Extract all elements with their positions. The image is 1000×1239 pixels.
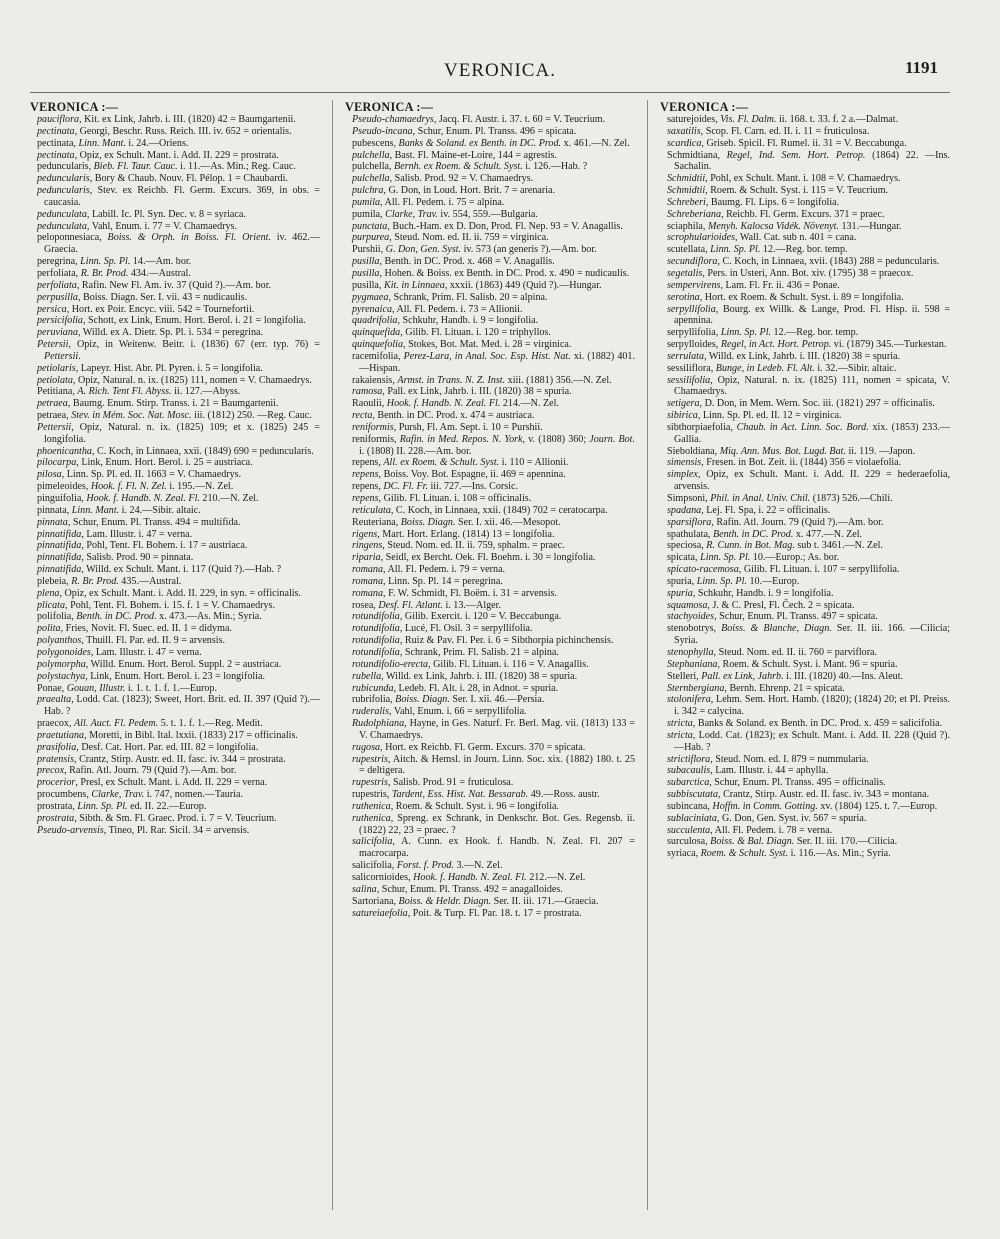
index-entry: peduncularis, Stev. ex Reichb. Fl. Germ. Excurs. 369, in obs. = caucasia. bbox=[37, 185, 320, 208]
index-entry: pinnata, Schur, Enum. Pl. Transs. 494 = multifida. bbox=[37, 516, 241, 528]
index-entry: pumila, All. Fl. Pedem. i. 75 = alpina. bbox=[352, 196, 505, 208]
index-entry: pedunculata, Vahl, Enum. i. 77 = V. Chamaedrys. bbox=[37, 220, 237, 232]
index-entry: repens, Boiss. Voy. Bot. Espagne, ii. 469 = apennina. bbox=[352, 469, 566, 481]
index-entry: salicifolia, Forst. f. Prod. 3.—N. Zel. bbox=[352, 860, 503, 872]
index-entry: spuria, Linn. Sp. Pl. 10.—Europ. bbox=[667, 575, 800, 587]
index-entry: serrulata, Willd. ex Link, Jahrb. i. III. (1820) 38 = spuria. bbox=[667, 350, 901, 362]
index-entry: Schreberi, Baumg. Fl. Lips. 6 = longifolia. bbox=[667, 196, 840, 208]
index-entry: procumbens, Clarke, Trav. i. 747, nomen.—Tauria. bbox=[37, 789, 244, 801]
index-entry: petiolata, Opiz, Natural. n. ix. (1825) 111, nomen = V. Chamaedrys. bbox=[37, 374, 312, 386]
index-entry: procerior, Presl, ex Schult. Mant. i. Add. II. 229 = verna. bbox=[37, 777, 268, 789]
index-entry: stachyoides, Schur, Enum. Pl. Transs. 497 = spicata. bbox=[667, 611, 878, 623]
index-entry: succulenta, All. Fl. Pedem. i. 78 = verna. bbox=[667, 824, 833, 836]
index-entry: Pettersii, Opiz, Natural. n. ix. (1825) 109; et x. (1825) 245 = longifolia. bbox=[37, 421, 320, 445]
index-entry: romana, F. W. Schmidt, Fl. Boëm. i. 31 = arvensis. bbox=[352, 587, 557, 599]
index-entry: rigens, Mart. Hort. Erlang. (1814) 13 = longifolia. bbox=[352, 528, 555, 540]
index-entry: pedunculata, Labill. Ic. Pl. Syn. Dec. v. 8 = syriaca. bbox=[37, 208, 246, 220]
index-entry: quinquefida, Gilib. Fl. Lituan. i. 120 = triphyllos. bbox=[352, 327, 551, 339]
index-entry: satureiaefolia, Poit. & Turp. Fl. Par. 18. t. 17 = prostrata. bbox=[352, 907, 582, 919]
index-entry: phoenicantha, C. Koch, in Linnaea, xxii. (1849) 690 = peduncularis. bbox=[37, 445, 314, 457]
index-entry: simensis, Fresen. in Bot. Zeit. ii. (1844) 356 = violaefolia. bbox=[667, 457, 902, 469]
index-entry: ruthenica, Spreng. ex Schrank, in Denkschr. Bot. Ges. Regensb. ii. (1822) 22, 23 = praec. ? bbox=[352, 812, 635, 836]
index-entry: rotundifolia, Gilib. Exercit. i. 120 = V. Beccabunga. bbox=[352, 611, 562, 623]
column-divider bbox=[647, 100, 648, 1210]
index-entry: prostrata, Linn. Sp. Pl. ed. II. 22.—Europ. bbox=[37, 800, 207, 812]
index-entry: stenobotrys, Boiss. & Blanche, Diagn. Ser. II. iii. 166. —Cilicia; Syria. bbox=[667, 623, 950, 647]
index-entry: sempervirens, Lam. Fl. Fr. ii. 436 = Ponae. bbox=[667, 279, 840, 291]
index-entry: scutellata, Linn. Sp. Pl. 12.—Reg. bor. temp. bbox=[667, 244, 848, 256]
index-entry: plebeia, R. Br. Prod. 435.—Austral. bbox=[37, 575, 182, 587]
index-entry: pinguifolia, Hook. f. Handb. N. Zeal. Fl. 210.—N. Zel. bbox=[37, 493, 259, 504]
index-entry: pulchella, Salisb. Prod. 92 = V. Chamaedrys. bbox=[352, 173, 534, 185]
index-entry: pectinata, Opiz, ex Schult. Mant. i. Add. II. 229 = prostrata. bbox=[37, 149, 279, 161]
index-entry: quinquefolia, Stokes, Bot. Mat. Med. i. 28 = virginica. bbox=[352, 339, 572, 351]
index-entry: polymorpha, Willd. Enum. Hort. Berol. Suppl. 2 = austriaca. bbox=[37, 658, 282, 670]
index-entry: recta, Benth. in DC. Prod. x. 474 = austriaca. bbox=[352, 410, 535, 422]
index-entry: Sternbergiana, Bernh. Ehrenp. 21 = spicata. bbox=[667, 682, 845, 694]
column-1 bbox=[30, 100, 320, 1210]
index-entry: saxatilis, Scop. Fl. Carn. ed. II. i. 11 = fruticulosa. bbox=[667, 125, 870, 137]
index-entry: reniformis, Pursh, Fl. Am. Sept. i. 10 = Purshii. bbox=[352, 421, 543, 433]
index-entry: salina, Schur, Enum. Pl. Transs. 492 = anagalloides. bbox=[352, 883, 563, 895]
index-entry: stricta, Lodd. Cat. (1823); ex Schult. Mant. i. Add. II. 228 (Quid ?).—Hab. ? bbox=[667, 729, 950, 753]
index-entry: scrophularioides, Wall. Cat. sub n. 401 = cana. bbox=[667, 232, 857, 244]
index-entry: romana, Linn. Sp. Pl. 14 = peregrina. bbox=[352, 575, 503, 587]
index-entry: reniformis, Rafin. in Med. Repos. N. York, v. (1808) 360; Journ. Bot. i. (1808) II. 228.—Am. bor. bbox=[352, 433, 635, 457]
index-entry: repens, Gilib. Fl. Lituan. i. 108 = officinalis. bbox=[352, 493, 532, 504]
index-entry: petraea, Stev. in Mém. Soc. Nat. Mosc. iii. (1812) 250. —Reg. Cauc. bbox=[37, 410, 312, 422]
index-entry: pubescens, Banks & Soland. ex Benth. in DC. Prod. x. 461.—N. Zel. bbox=[352, 137, 630, 149]
index-entry: praetutiana, Moretti, in Bibl. Ital. lxxii. (1833) 217 = officinalis. bbox=[37, 729, 298, 741]
index-entry: sibthorpiaefolia, Chaub. in Act. Linn. Soc. Bord. xix. (1853) 233.—Gallia. bbox=[667, 421, 950, 445]
index-entry: pilocarpa, Link, Enum. Hort. Berol. i. 25 = austriaca. bbox=[37, 457, 253, 469]
index-entry: pectinata, Georgi, Beschr. Russ. Reich. III. iv. 652 = orientalis. bbox=[37, 125, 292, 137]
index-entry: sessiliflora, Bunge, in Ledeb. Fl. Alt. i. 32.—Sibir. altaic. bbox=[667, 362, 897, 374]
index-entry: rotundifolia, Lucé, Fl. Osil. 3 = serpyllifolia. bbox=[352, 623, 533, 635]
index-entry: polyanthos, Thuill. Fl. Par. ed. II. 9 = arvensis. bbox=[37, 635, 226, 647]
index-entry: rubella, Willd. ex Link, Jahrb. i. III. (1820) 38 = spuria. bbox=[352, 670, 578, 682]
index-entry: polygonoides, Lam. Illustr. i. 47 = verna. bbox=[37, 646, 202, 658]
index-entry: surculosa, Boiss. & Bal. Diagn. Ser. II. iii. 170.—Cilicia. bbox=[667, 836, 898, 848]
index-entry: secundiflora, C. Koch, in Linnaea, xvii. (1843) 288 = peduncularis. bbox=[667, 256, 940, 268]
index-entry: simplex, Opiz, ex Schult. Mant. i. Add. II. 229 = hederaefolia, arvensis. bbox=[667, 469, 950, 493]
index-entry: sessilifolia, Opiz, Natural. n. ix. (1825) 111, nomen = spicata, V. Chamaedrys. bbox=[667, 374, 950, 398]
index-entry: peruviana, Willd. ex A. Dietr. Sp. Pl. i. 534 = peregrina. bbox=[37, 327, 264, 339]
index-entry: perfoliata, R. Br. Prod. 434.—Austral. bbox=[37, 267, 191, 279]
index-entry: pulchella, Bast. Fl. Maine-et-Loire, 144 = agrestis. bbox=[352, 149, 558, 161]
index-entry: Reuteriana, Boiss. Diagn. Ser. I. xii. 46.—Mesopot. bbox=[352, 516, 561, 528]
index-entry: serpylloides, Regel, in Act. Hort. Petrop. vi. (1879) 345.—Turkestan. bbox=[667, 339, 947, 351]
index-entry: rakaiensis, Armst. in Trans. N. Z. Inst. xiii. (1881) 356.—N. Zel. bbox=[352, 374, 612, 386]
index-entry: Pseudo-chamaedrys, Jacq. Fl. Austr. i. 37. t. 60 = V. Teucrium. bbox=[352, 114, 606, 125]
index-entry: spuria, Schkuhr, Handb. i. 9 = longifolia. bbox=[667, 587, 834, 599]
index-entry: riparia, Seidl, ex Bercht. Oek. Fl. Boehm. i. 30 = longifolia. bbox=[352, 552, 596, 564]
page-number: 1191 bbox=[904, 58, 938, 77]
index-entry: Raoulii, Hook. f. Handb. N. Zeal. Fl. 214.—N. Zel. bbox=[352, 398, 559, 410]
index-entry: rugosa, Hort. ex Reichb. Fl. Germ. Excurs. 370 = spicata. bbox=[352, 741, 586, 753]
index-entry: pinnatifida, Lam. Illustr. i. 47 = verna. bbox=[37, 528, 193, 540]
index-entry: strictiflora, Steud. Nom. ed. I. 879 = nummularia. bbox=[667, 753, 869, 765]
index-entry: rubrifolia, Boiss. Diagn. Ser. I. xii. 46.—Persia. bbox=[352, 694, 545, 706]
index-entry: Petersii, Opiz, in Weitenw. Beitr. i. (1836) 67 (err. typ. 76) = Pettersii. bbox=[37, 339, 320, 362]
index-entry: praealta, Lodd. Cat. (1823); Sweet, Hort. Brit. ed. II. 397 (Quid ?).—Hab. ? bbox=[37, 694, 320, 718]
index-entry: Pseudo-incana, Schur, Enum. Pl. Transs. 496 = spicata. bbox=[352, 125, 577, 137]
index-entry: polita, Fries, Novit. Fl. Suec. ed. II. 1 = didyma. bbox=[37, 623, 232, 635]
index-entry: Schmidtiana, Regel, Ind. Sem. Hort. Petrop. (1864) 22. —Ins. Sachalin. bbox=[667, 149, 950, 173]
index-entry: perfoliata, Rafin. New Fl. Am. iv. 37 (Quid ?).—Am. bor. bbox=[37, 279, 272, 291]
index-entry: Pseudo-arvensis, Tineo, Pl. Rar. Sicil. 34 = arvensis. bbox=[37, 824, 250, 836]
index-entry: spathulata, Benth. in DC. Prod. x. 477.—N. Zel. bbox=[667, 528, 863, 540]
header-rule bbox=[30, 92, 950, 93]
index-entry: pusilla, Hohen. & Boiss. ex Benth. in DC. Prod. x. 490 = nudicaulis. bbox=[352, 267, 630, 279]
index-entry: pygmaea, Schrank, Prim. Fl. Salisb. 20 = alpina. bbox=[352, 291, 548, 303]
index-entry: stenophylla, Steud. Nom. ed. II. ii. 760 = parviflora. bbox=[667, 646, 878, 658]
index-entry: rotundifolio-erecta, Gilib. Fl. Lituan. i. 116 = V. Anagallis. bbox=[352, 658, 589, 670]
index-entry: purpurea, Steud. Nom. ed. II. ii. 759 = virginica. bbox=[352, 232, 549, 244]
index-entry: salicifolia, A. Cunn. ex Hook. f. Handb. N. Zeal. Fl. 207 = macrocarpa. bbox=[352, 836, 635, 860]
index-entry: repens, All. ex Roem. & Schult. Syst. i. 110 = Allionii. bbox=[352, 457, 569, 469]
index-entry: salicornioides, Hook. f. Handb. N. Zeal. Fl. 212.—N. Zel. bbox=[352, 872, 586, 883]
index-entry: Stephaniana, Roem. & Schult. Syst. i. Mant. 96 = spuria. bbox=[667, 658, 898, 670]
index-entry: Petitiana, A. Rich. Tent Fl. Abyss. ii. 127.—Abyss. bbox=[37, 386, 241, 398]
index-entry: ramosa, Pall. ex Link, Jahrb. i. III. (1820) 38 = spuria. bbox=[352, 386, 572, 398]
index-entry: peloponnesiaca, Boiss. & Orph. in Boiss. Fl. Orient. iv. 462.—Graecia. bbox=[37, 232, 320, 256]
index-entry: prostrata, Sibth. & Sm. Fl. Graec. Prod. i. 7 = V. Teucrium. bbox=[37, 812, 277, 824]
index-entry: punctata, Buch.-Ham. ex D. Don, Prod. Fl. Nep. 93 = V. Anagallis. bbox=[352, 220, 623, 232]
index-entry: spicata, Linn. Sp. Pl. 10.—Europ.; As. bor. bbox=[667, 552, 840, 564]
index-entry: scardica, Griseb. Spicil. Fl. Rumel. ii. 31 = V. Beccabunga. bbox=[667, 137, 907, 149]
index-entry: serpyllifolia, Linn. Sp. Pl. 12.—Reg. bor. temp. bbox=[667, 327, 859, 339]
index-entry: subbiscutata, Crantz, Stirp. Austr. ed. II. fasc. iv. 343 = montana. bbox=[667, 789, 930, 801]
index-entry: subacaulis, Lam. Illustr. i. 44 = aphylla. bbox=[667, 765, 829, 777]
text-columns bbox=[30, 100, 950, 1210]
index-entry: Simpsoni, Phil. in Anal. Univ. Chil. (1873) 526.—Chili. bbox=[667, 493, 893, 504]
index-entry: Schmidtii, Roem. & Schult. Syst. i. 115 = V. Teucrium. bbox=[667, 185, 889, 197]
index-entry: rubicunda, Ledeb. Fl. Alt. i. 28, in Adnot. = spuria. bbox=[352, 682, 559, 694]
index-entry: pratensis, Crantz, Stirp. Austr. ed. II. fasc. iv. 344 = prostrata. bbox=[37, 753, 286, 765]
index-entry: pauciflora, Kit. ex Link, Jahrb. i. III. (1820) 42 = Baumgartenii. bbox=[37, 114, 296, 125]
index-entry: sciaphila, Menyh. Kalocsa Vidék. Növenyt. 131.—Hungar. bbox=[667, 220, 902, 232]
running-head: VERONICA. bbox=[444, 60, 556, 81]
index-entry: rupestris, Salisb. Prod. 91 = fruticulosa. bbox=[352, 777, 514, 789]
column-heading: VERONICA :— bbox=[345, 100, 434, 114]
index-entry: Sartoriana, Boiss. & Heldr. Diagn. Ser. II. iii. 171.—Graecia. bbox=[352, 895, 599, 907]
index-entry: segetalis, Pers. in Usteri, Ann. Bot. xiv. (1795) 38 = praecox. bbox=[667, 267, 914, 279]
index-entry: saturejoides, Vis. Fl. Dalm. ii. 168. t. 33. f. 2 a.—Dalmat. bbox=[667, 114, 899, 125]
index-entry: pinnatifida, Salisb. Prod. 90 = pinnata. bbox=[37, 552, 194, 564]
index-entry: pulchella, Bernh. ex Roem. & Schult. Syst. i. 126.—Hab. ? bbox=[352, 161, 588, 173]
index-entry: squamosa, J. & C. Presl, Fl. Čech. 2 = spicata. bbox=[667, 599, 855, 611]
index-entry: serpyllifolia, Bourg. ex Willk. & Lange, Prod. Fl. Hisp. ii. 598 = apennina. bbox=[667, 303, 950, 327]
index-entry: peduncularis, Bieb. Fl. Taur. Cauc. i. 11.—As. Min.; Reg. Cauc. bbox=[37, 161, 296, 173]
index-entry: Stelleri, Pall. ex Link, Jahrb. i. III. (1820) 40.—Ins. Aleut. bbox=[667, 670, 904, 682]
index-entry: repens, DC. Fl. Fr. iii. 727.—Ins. Corsic. bbox=[352, 481, 518, 493]
index-entry: Schreberiana, Reichb. Fl. Germ. Excurs. 371 = praec. bbox=[667, 208, 885, 220]
index-entry: Schmidtii, Pohl, ex Schult. Mant. i. 108 = V. Chamaedrys. bbox=[667, 173, 901, 185]
index-entry: setigera, D. Don, in Mem. Wern. Soc. iii. (1821) 297 = officinalis. bbox=[667, 398, 935, 410]
index-entry: Rudolphiana, Hayne, in Ges. Naturf. Fr. Berl. Mag. vii. (1813) 133 = V. Chamaedrys. bbox=[352, 718, 635, 741]
index-entry: pinnatifida, Pohl, Tent. Fl. Bohem. i. 17 = austriaca. bbox=[37, 540, 248, 552]
index-entry: petraea, Baumg. Enum. Stirp. Transs. i. 21 = Baumgartenii. bbox=[37, 398, 279, 410]
index-entry: syriaca, Roem. & Schult. Syst. i. 116.—As. Min.; Syria. bbox=[667, 848, 891, 860]
index-entry: spicato-racemosa, Gilib. Fl. Lituan. i. 107 = serpyllifolia. bbox=[667, 564, 900, 576]
index-entry: reticulata, C. Koch, in Linnaea, xxii. (1849) 702 = ceratocarpa. bbox=[352, 504, 608, 516]
index-entry: quadrifolia, Schkuhr, Handb. i. 9 = longifolia. bbox=[352, 315, 539, 327]
index-entry: rupestris, Tardent, Ess. Hist. Nat. Bessarab. 49.—Ross. austr. bbox=[352, 789, 600, 801]
index-entry: ruthenica, Roem. & Schult. Syst. i. 96 = longifolia. bbox=[352, 800, 560, 812]
index-entry: persicifolia, Schott, ex Link, Enum. Hort. Berol. i. 21 = longifolia. bbox=[37, 315, 306, 327]
index-entry: pulchra, G. Don, in Loud. Hort. Brit. 7 = arenaria. bbox=[352, 185, 556, 197]
index-entry: racemifolia, Perez-Lara, in Anal. Soc. Esp. Hist. Nat. xi. (1882) 401.—Hispan. bbox=[352, 350, 635, 374]
index-entry: serotina, Hort. ex Roem. & Schult. Syst. i. 89 = longifolia. bbox=[667, 291, 904, 303]
index-entry: polystachya, Link, Enum. Hort. Berol. i. 23 = longifolia. bbox=[37, 670, 266, 682]
column-2 bbox=[345, 100, 635, 1210]
index-entry: peduncularis, Bory & Chaub. Nouv. Fl. Pélop. 1 = Chaubardi. bbox=[37, 173, 288, 185]
index-entry: petiolaris, Lapeyr. Hist. Abr. Pl. Pyren. i. 5 = longifolia. bbox=[37, 362, 263, 374]
index-entry: ruderalis, Vahl, Enum. i. 66 = serpyllifolia. bbox=[352, 706, 527, 718]
index-entry: pinnata, Linn. Mant. i. 24.—Sibir. altaic. bbox=[37, 504, 201, 516]
index-entry: rosea, Desf. Fl. Atlant. i. 13.—Alger. bbox=[352, 599, 501, 611]
index-entry: rupestris, Aitch. & Hemsl. in Journ. Linn. Soc. xix. (1882) 180. t. 25 = deltigera. bbox=[352, 753, 635, 777]
index-entry: Ponae, Gouan, Illustr. i. 1. t. 1. f. 1.—Europ. bbox=[37, 682, 218, 694]
index-entry: sibirica, Linn. Sp. Pl. ed. II. 12 = virginica. bbox=[667, 410, 842, 422]
index-entry: plena, Opiz, ex Schult. Mant. i. Add. II. 229, in syn. = officinalis. bbox=[37, 587, 302, 599]
index-entry: subincana, Hoffm. in Comm. Gotting. xv. (1804) 125. t. 7.—Europ. bbox=[667, 800, 938, 812]
index-entry: sparsiflora, Rafin. Atl. Journ. 79 (Quid ?).—Am. bor. bbox=[667, 516, 884, 528]
index-entry: rotundifolia, Schrank, Prim. Fl. Salisb. 21 = alpina. bbox=[352, 646, 559, 658]
index-entry: ringens, Steud. Nom. ed. II. ii. 759, sphalm. = praec. bbox=[352, 540, 565, 552]
index-entry: pilosa, Linn. Sp. Pl. ed. II. 1663 = V. Chamaedrys. bbox=[37, 469, 242, 481]
index-entry: pinnatifida, Willd. ex Schult. Mant. i. 117 (Quid ?).—Hab. ? bbox=[37, 564, 282, 576]
index-entry: subarctica, Schur, Enum. Pl. Transs. 495 = officinalis. bbox=[667, 777, 886, 789]
index-entry: stolonifera, Lehm. Sem. Hort. Hamb. (1820); (1824) 20; et Pl. Preiss. i. 342 = calycina. bbox=[667, 694, 950, 718]
index-entry: Sieboldiana, Miq. Ann. Mus. Bot. Lugd. Bat. ii. 119. —Japon. bbox=[667, 445, 916, 457]
index-entry: sublaciniata, G. Don, Gen. Syst. iv. 567 = spuria. bbox=[667, 812, 867, 824]
index-entry: spadana, Lej. Fl. Spa, i. 22 = officinalis. bbox=[667, 504, 831, 516]
index-entry: pumila, Clarke, Trav. iv. 554, 559.—Bulgaria. bbox=[352, 208, 538, 220]
index-entry: persica, Hort. ex Poir. Encyc. viii. 542 = Tournefortii. bbox=[37, 303, 255, 315]
index-entry: rotundifolia, Ruiz & Pav. Fl. Per. i. 6 = Sibthorpia pichinchensis. bbox=[352, 635, 614, 647]
index-entry: stricta, Banks & Soland. ex Benth. in DC. Prod. x. 459 = salicifolia. bbox=[667, 718, 943, 730]
column-divider bbox=[332, 100, 333, 1210]
index-entry: polifolia, Benth. in DC. Prod. x. 473.—As. Min.; Syria. bbox=[37, 611, 262, 623]
index-entry: pusilla, Kit. in Linnaea, xxxii. (1863) 449 (Quid ?).—Hungar. bbox=[352, 279, 602, 291]
column-heading: VERONICA :— bbox=[30, 100, 119, 114]
index-entry: peregrina, Linn. Sp. Pl. 14.—Am. bor. bbox=[37, 256, 192, 268]
index-entry: prasifolia, Desf. Cat. Hort. Par. ed. III. 82 = longifolia. bbox=[37, 741, 259, 753]
index-entry: pusilla, Benth. in DC. Prod. x. 468 = V. Anagallis. bbox=[352, 256, 555, 268]
index-entry: praecox, All. Auct. Fl. Pedem. 5. t. 1. f. 1.—Reg. Medit. bbox=[37, 718, 263, 730]
index-entry: pyrenaica, All. Fl. Pedem. i. 73 = Allionii. bbox=[352, 303, 523, 315]
index-entry: plicata, Pohl, Tent. Fl. Bohem. i. 15. f. 1 = V. Chamaedrys. bbox=[37, 599, 275, 611]
index-entry: Purshii, G. Don, Gen. Syst. iv. 573 (an generis ?).—Am. bor. bbox=[352, 244, 597, 256]
index-entry: speciosa, R. Cunn. in Bot. Mag. sub t. 3461.—N. Zel. bbox=[667, 540, 883, 552]
index-entry: pectinata, Linn. Mant. i. 24.—Oriens. bbox=[37, 137, 189, 149]
index-entry: romana, All. Fl. Pedem. i. 79 = verna. bbox=[352, 564, 506, 576]
index-entry: pimeleoides, Hook. f. Fl. N. Zel. i. 195.—N. Zel. bbox=[37, 481, 234, 493]
index-entry: precox, Rafin. Atl. Journ. 79 (Quid ?).—Am. bor. bbox=[37, 765, 237, 777]
column-heading: VERONICA :— bbox=[660, 100, 749, 114]
index-entry: perpusilla, Boiss. Diagn. Ser. I. vii. 43 = nudicaulis. bbox=[37, 291, 248, 303]
column-3 bbox=[660, 100, 950, 1210]
